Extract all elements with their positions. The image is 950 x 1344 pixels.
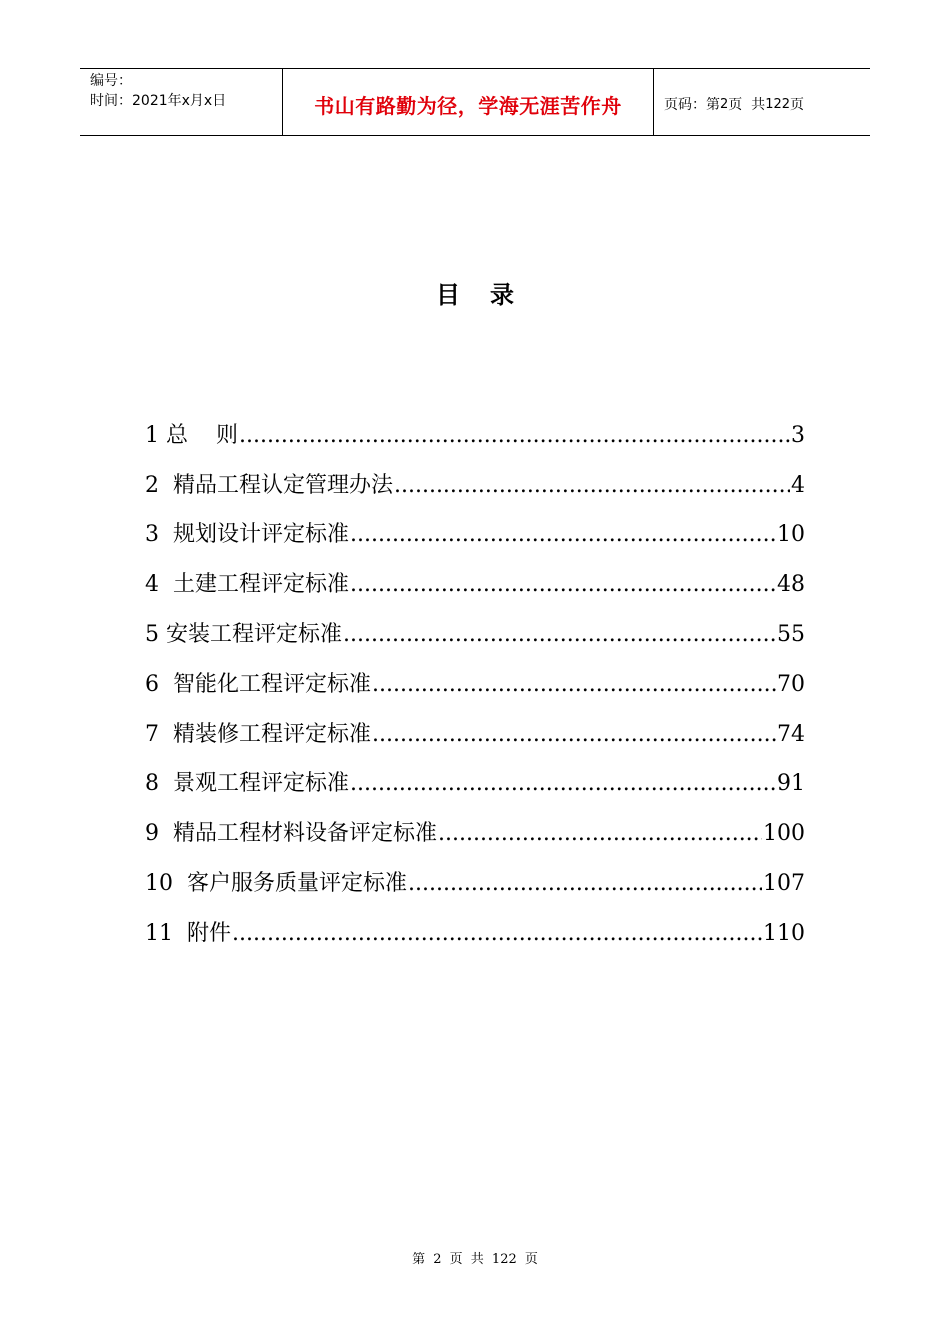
toc-entry-label: 10 客户服务质量评定标准 (145, 870, 407, 896)
toc-entry-label: 5 安装工程评定标准 (145, 621, 342, 647)
document-number-label: 编号： (90, 73, 132, 89)
document-time-label: 时间：2021年x月x日 (90, 93, 227, 109)
header-motto: 书山有路勤为径，学海无涯苦作舟 (314, 93, 622, 118)
toc-dot-leader (343, 621, 776, 649)
table-of-contents (145, 400, 805, 948)
toc-entry-page: 70 (777, 671, 805, 697)
toc-entry-page: 10 (777, 522, 805, 548)
toc-entry-page: 110 (763, 920, 805, 946)
toc-entry-page: 48 (777, 572, 805, 598)
page-info-mid: 页 共 (728, 97, 766, 113)
page-info-total: 122 (765, 96, 791, 112)
toc-entry-page: 55 (777, 621, 805, 647)
header-page-info (654, 69, 870, 135)
page-footer: 第 2 页 共 122 页 (412, 1252, 538, 1267)
toc-entry[interactable] (145, 699, 805, 749)
page-info-prefix: 页码：第 (664, 97, 720, 113)
toc-entry-label: 9 精品工程材料设备评定标准 (145, 821, 437, 847)
toc-entry[interactable] (145, 848, 805, 898)
toc-entry-label: 6 智能化工程评定标准 (145, 671, 371, 697)
header-left-cell (80, 69, 282, 135)
toc-entry[interactable] (145, 898, 805, 948)
header-table (80, 68, 870, 136)
toc-dot-leader (350, 770, 776, 798)
toc-dot-leader (350, 571, 776, 599)
toc-dot-leader (408, 870, 762, 898)
header-motto-cell (282, 69, 654, 135)
toc-entry[interactable] (145, 400, 805, 450)
toc-entry[interactable] (145, 450, 805, 500)
toc-entry-page: 107 (763, 870, 805, 896)
page-info-suffix: 页 (790, 97, 805, 113)
toc-dot-leader (372, 671, 776, 699)
toc-dot-leader (372, 721, 776, 749)
toc-entry-label: 1 总 则 (145, 422, 238, 448)
toc-entry-page: 74 (777, 721, 805, 747)
toc-title: 目录 (436, 281, 544, 309)
toc-entry[interactable] (145, 599, 805, 649)
toc-entry-page: 3 (791, 422, 805, 448)
toc-entry[interactable] (145, 649, 805, 699)
toc-entry[interactable] (145, 798, 805, 848)
toc-entry-label: 11 附件 (145, 920, 231, 946)
toc-entry-label: 7 精装修工程评定标准 (145, 721, 371, 747)
toc-dot-leader (438, 820, 762, 848)
toc-entry-label: 4 土建工程评定标准 (145, 572, 349, 598)
toc-dot-leader (350, 521, 776, 549)
toc-entry[interactable] (145, 549, 805, 599)
toc-dot-leader (239, 422, 790, 450)
toc-entry-label: 8 景观工程评定标准 (145, 771, 349, 797)
toc-entry[interactable] (145, 500, 805, 550)
toc-dot-leader (394, 472, 790, 500)
toc-entry-page: 100 (763, 821, 805, 847)
page-info-current: 2 (720, 96, 729, 112)
toc-entry-label: 3 规划设计评定标准 (145, 522, 349, 548)
toc-dot-leader (232, 920, 762, 948)
toc-entry-page: 91 (777, 771, 805, 797)
toc-entry-page: 4 (791, 472, 805, 498)
toc-entry[interactable] (145, 749, 805, 799)
toc-entry-label: 2 精品工程认定管理办法 (145, 472, 393, 498)
